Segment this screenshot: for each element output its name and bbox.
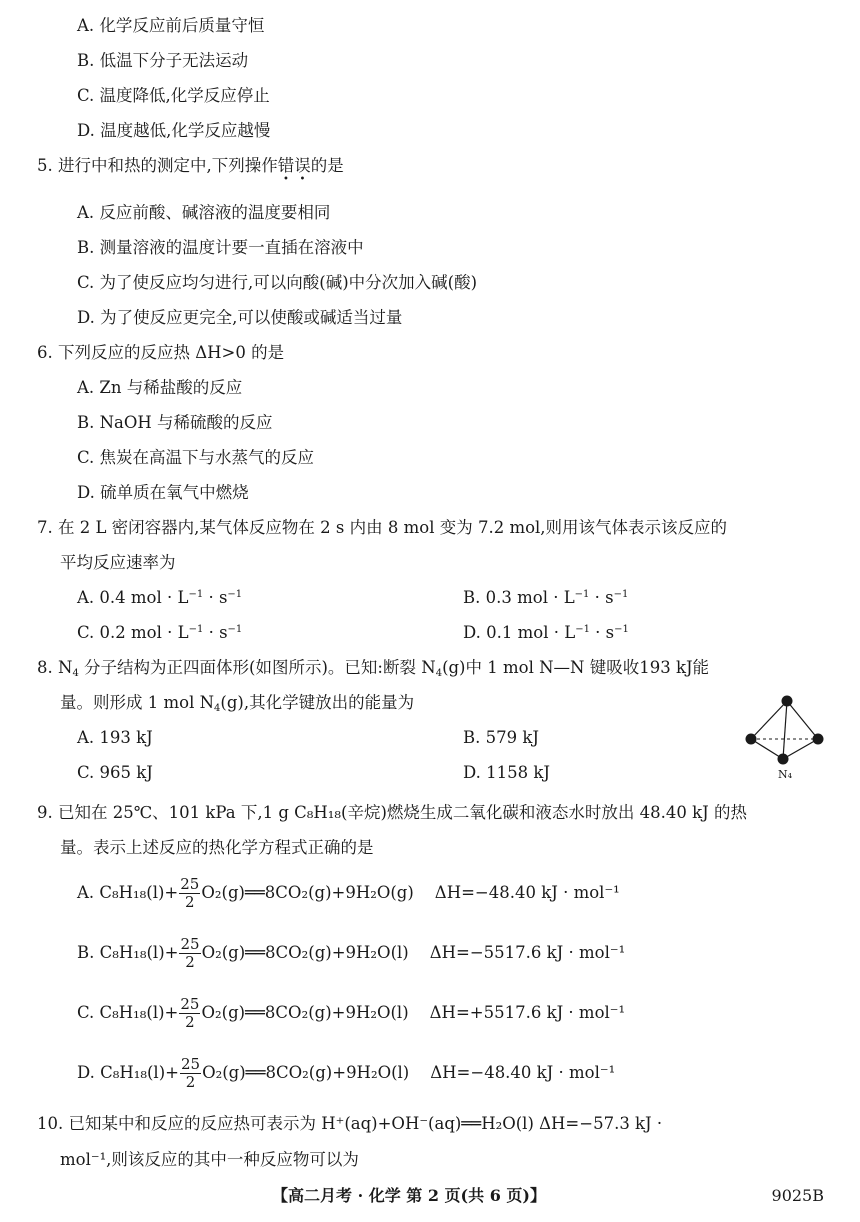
q5-emphasis-char: 误: [294, 156, 311, 175]
q7-option-b: B. 0.3 mol · $L^{-1} \cdot s^{-1}$: [463, 588, 629, 607]
q7-option-a: A. 0.4 mol · $L^{-1} \cdot s^{-1}$: [77, 588, 243, 607]
q7-option-d: D. 0.1 mol · $L^{-1} \cdot s^{-1}$: [463, 623, 629, 642]
q6-option-a: A. Zn 与稀盐酸的反应: [77, 378, 243, 397]
q9-option-d: D. C₈H₁₈(l)+ $\frac{25}{2}$ O₂(g)══8CO₂(g)+9H₂O(l) ΔH=−48.40 kJ · mol⁻¹: [77, 1055, 616, 1091]
q9-option-a: A. C₈H₁₈(l)+ $\frac{25}{2}$ O₂(g)══8CO₂(g)+9H₂O(g) ΔH=−48.40 kJ · mol⁻¹: [77, 875, 620, 911]
q4-option-d: D. 温度越低,化学反应越慢: [77, 121, 271, 140]
q8-option-d: D. 1158 kJ: [463, 763, 550, 782]
q8-stem-line2: 量。则形成 1 mol $N_4(g)$,其化学键放出的能量为: [60, 693, 415, 714]
q7-stem-line1: 7. 在 2 L 密闭容器内,某气体反应物在 2 s 内由 8 mol 变为 7.2 mol,则用该气体表示该反应的: [37, 518, 728, 537]
fraction: $\frac{25}{2}$: [180, 995, 200, 1031]
q9-option-b: B. C₈H₁₈(l)+ $\frac{25}{2}$ O₂(g)══8CO₂(g)+9H₂O(l) ΔH=−5517.6 kJ · mol⁻¹: [77, 935, 626, 971]
q8-option-c: C. 965 kJ: [77, 763, 153, 782]
q8-option-a: A. 193 kJ: [77, 728, 153, 747]
page-footer: 【高二月考 · 化学 第 2 页(共 6 页)】: [272, 1186, 546, 1205]
q9-stem-line2: 量。表示上述反应的热化学方程式正确的是: [60, 838, 374, 857]
q8-option-b: B. 579 kJ: [463, 728, 539, 747]
q5-option-b: B. 测量溶液的温度计要一直插在溶液中: [77, 238, 364, 257]
q4-option-a: A. 化学反应前后质量守恒: [77, 16, 265, 35]
q5-option-d: D. 为了使反应更完全,可以使酸或碱适当过量: [77, 308, 403, 327]
tetrahedron-label: N₄: [778, 768, 793, 781]
tetrahedron-figure: [740, 690, 830, 785]
q10-stem-line1: 10. 已知某中和反应的反应热可表示为 H⁺(aq)+OH⁻(aq)══H₂O(l) ΔH=−57.3 kJ ·: [37, 1114, 663, 1133]
q6-option-d: D. 硫单质在氧气中燃烧: [77, 483, 249, 502]
q10-stem-line2: mol⁻¹,则该反应的其中一种反应物可以为: [60, 1150, 359, 1169]
q5-option-a: A. 反应前酸、碱溶液的温度要相同: [77, 203, 331, 222]
q5-emphasis-char: 错: [277, 156, 295, 175]
q8-stem-line1: 8. $N_4$ 分子结构为正四面体形(如图所示)。已知:断裂 $N_4(g)$中 1 mol N—N 键吸收193 kJ能: [37, 658, 710, 679]
q6-option-c: C. 焦炭在高温下与水蒸气的反应: [77, 448, 315, 467]
q5-emphasis-1: [278, 156, 311, 175]
q9-option-c: C. C₈H₁₈(l)+ $\frac{25}{2}$ O₂(g)══8CO₂(g)+9H₂O(l) ΔH=+5517.6 kJ · mol⁻¹: [77, 995, 626, 1031]
fraction: $\frac{25}{2}$: [180, 875, 200, 911]
fraction: $\frac{25}{2}$: [180, 935, 200, 971]
fraction: $\frac{25}{2}$: [180, 1055, 201, 1091]
q7-stem-line2: 平均反应速率为: [60, 553, 176, 572]
q6-stem: 6. 下列反应的反应热 ΔH>0 的是: [37, 343, 285, 362]
q7-option-c: C. 0.2 mol · $L^{-1} \cdot s^{-1}$: [77, 623, 243, 642]
q9-stem-line1: 9. 已知在 25℃、101 kPa 下,1 g C₈H₁₈(辛烷)燃烧生成二氧化碳和液态水时放出 48.40 kJ 的热: [37, 803, 747, 822]
q4-option-c: C. 温度降低,化学反应停止: [77, 86, 270, 105]
exam-code: 9025B: [771, 1186, 824, 1205]
q5-stem: 5. 进行中和热的测定中,下列操作错误的是: [37, 154, 344, 178]
q4-option-b: B. 低温下分子无法运动: [77, 51, 249, 70]
q6-option-b: B. NaOH 与稀硫酸的反应: [77, 413, 273, 432]
q5-option-c: C. 为了使反应均匀进行,可以向酸(碱)中分次加入碱(酸): [77, 273, 478, 292]
